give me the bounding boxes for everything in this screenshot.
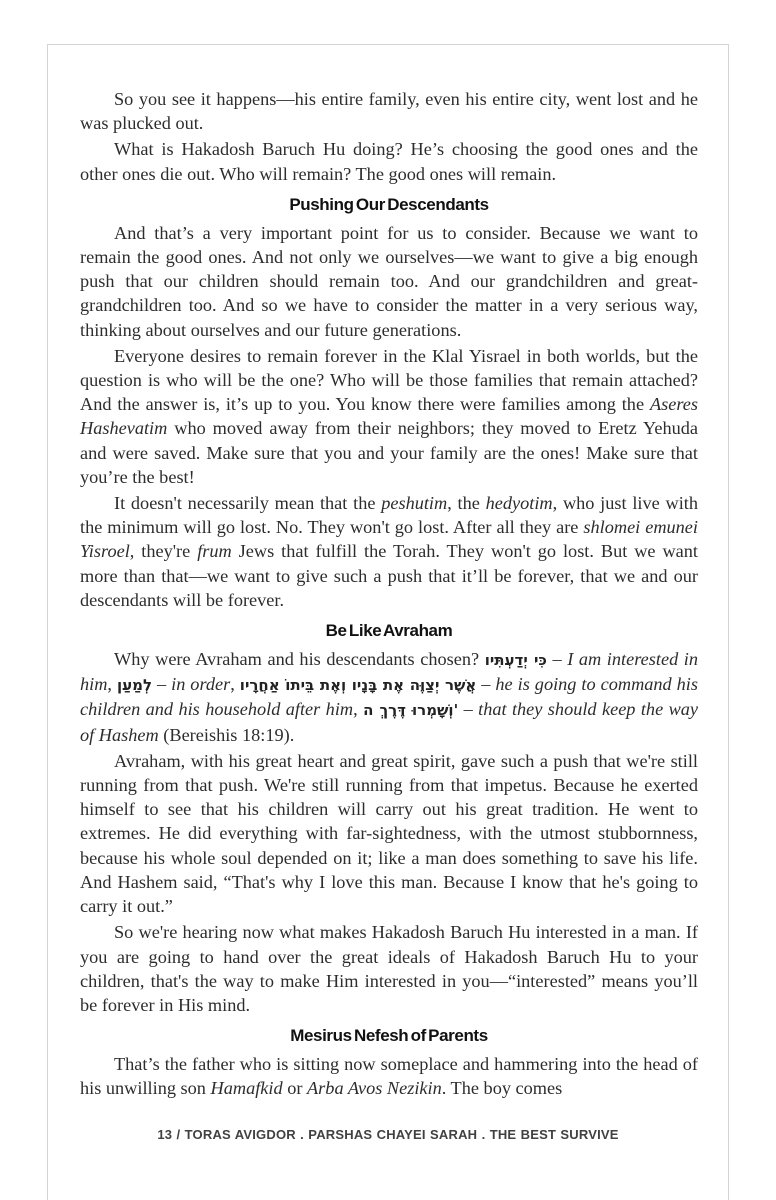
body-paragraph (80, 87, 698, 135)
text-run: – (476, 674, 496, 695)
emphasized-text: hedyotim (485, 493, 553, 514)
body-paragraph (80, 491, 698, 612)
body-paragraph (80, 920, 698, 1017)
section-heading: Be Like Avraham (325, 621, 453, 641)
hebrew-text: וְשָׁמְרוּ דֶּרֶךְ ה' (363, 701, 459, 720)
text-run: who moved away from their neighbors; they moved to Eretz Yehuda and were saved. Make sure that you and your family are the ones! Make sure that you’re the best! (80, 418, 698, 487)
emphasized-text: Hamafkid (210, 1078, 283, 1099)
text-run: It doesn't necessarily mean that the (114, 493, 382, 514)
text-run: , (107, 674, 117, 695)
emphasized-text: I am interested in him (80, 649, 699, 695)
emphasized-text: Aseres Hashevatim (80, 394, 698, 439)
page-footer: 13 / TORAS AVIGDOR . PARSHAS CHAYEI SARAH . THE BEST SURVIVE (157, 1127, 619, 1142)
document-page (47, 44, 729, 1200)
body-paragraph (80, 647, 698, 747)
emphasized-text: in order (171, 674, 231, 695)
text-run: Avraham, with his great heart and great spirit, gave such a push that we're still running from that push. We're still running from that impetus. Because he exerted himself to see that his children will carry out his great tradition. He went to extremes. He did everything with far-sightedness, with the utmost stubbornness, because his whole soul depended on it; like a man does something to save his life. And Hashem said, “That's why I love this man. Because I know that he's going to carry it out.” (80, 750, 698, 917)
text-run: And that’s a very important point for us to consider. Because we want to remain the good ones. And not only we ourselves—we want to give a big enough push that our children should remain too. And our grandchildren and great-grandchildren too. And so we have to consider the matter in a very serious way, thinking about ourselves and our future generations. (80, 222, 698, 340)
text-run: – (458, 699, 479, 720)
hebrew-text: אֲשֶׁר יְצַוֶּה אֶת בָּנָיו וְאֶת בֵּיתוֹ אַחֲרָיו (239, 676, 477, 695)
text-run: (Bereishis 18:19). (158, 724, 295, 745)
text-run: , (230, 674, 240, 695)
text-run: Everyone desires to remain forever in the Klal Yisrael in both worlds, but the question is who will be the one? Who will be those families that remain attached? And the answer is, it’s up to you. You know there were families among the (80, 345, 698, 415)
body-paragraph (80, 1052, 698, 1100)
hebrew-text: כִּי יְדַעְתִּיו (484, 651, 547, 670)
page-body (48, 45, 728, 1101)
emphasized-text: peshutim (381, 493, 448, 514)
text-run: or (282, 1078, 308, 1099)
emphasized-text: Arba Avos Nezikin (307, 1078, 442, 1099)
text-run: So we're hearing now what makes Hakadosh Baruch Hu interested in a man. If you are going to hand over the great ideals of Hakadosh Baruch Hu to your children, that's the way to make Him interested in you—“interested” means you’ll be forever in His mind. (80, 922, 698, 1015)
text-run: That’s the father who is sitting now someplace and hammering into the head of his unwilling son (80, 1054, 698, 1099)
text-run: , they're (129, 541, 198, 562)
emphasized-text: he is going to command his children and his household after him (80, 674, 698, 720)
body-paragraph (80, 749, 698, 918)
section-heading: Pushing Our Descendants (289, 194, 489, 214)
text-run: . The boy comes (441, 1078, 563, 1099)
section-heading: Mesirus Nefesh of Parents (290, 1026, 488, 1046)
body-paragraph (80, 221, 698, 342)
body-paragraph (80, 344, 698, 489)
text-run: Why were Avraham and his descendants chosen? (114, 649, 485, 670)
text-run: – (152, 674, 172, 695)
emphasized-text: that they should keep the way of Hashem (80, 699, 699, 745)
text-run: , the (447, 493, 486, 514)
body-paragraph (80, 137, 698, 185)
emphasized-text: shlomei emunei Yisroel (80, 517, 699, 562)
text-run: So you see it happens—his entire family, even his entire city, went lost and he was plucked out. (80, 89, 698, 134)
text-run: – (546, 649, 568, 670)
text-run: What is Hakadosh Baruch Hu doing? He’s choosing the good ones and the other ones die out. Who will remain? The good ones will remain. (80, 139, 698, 184)
hebrew-text: לְמַעַן (116, 676, 153, 695)
text-run: , who just live with the minimum will go lost. No. They won't go lost. After all they are (80, 493, 698, 538)
emphasized-text: frum (197, 541, 232, 562)
text-run: Jews that fulfill the Torah. They won't go lost. But we want more than that—we want to give such a push that it’ll be forever, that we and our descendants will be forever. (80, 541, 699, 610)
text-run: , (353, 699, 364, 720)
